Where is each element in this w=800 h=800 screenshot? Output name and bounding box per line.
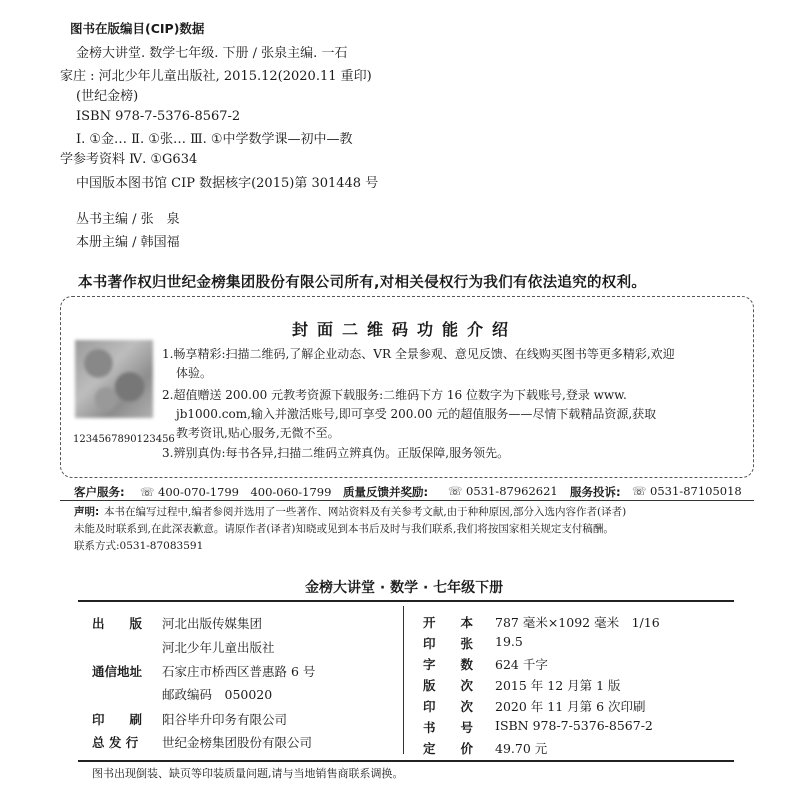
publisher-2: 河北少年儿童出版社 [162,640,275,655]
book-title: 金榜大讲堂 · 数学 · 七年级下册 [305,580,504,596]
distributor-label: 总 发 行 [92,735,139,750]
cip-isbn: ISBN 978-7-5376-8567-2 [76,109,241,124]
footer-note: 图书出现倒装、缺页等印装质量问题,请与当地销售商联系调换。 [92,767,404,780]
cip-line-6: 学参考资料 Ⅳ. ①G634 [60,152,198,167]
complaint-label: 服务投诉: [570,485,621,499]
table-center-rule [403,606,404,754]
quality-feedback-number: ☏ 0531-87962621 [448,484,558,498]
printing-label: 印 次 [423,699,474,714]
complaint-number: ☏ 0531-87105018 [632,484,742,498]
feature-2-line-3: 教考资讯,贴心服务,无微不至。 [176,426,340,440]
feature-3-line-1: 3.辨别真伪:每书各异,扫描二维码立辨真伪。正版保障,服务领先。 [162,446,510,460]
sheets-value: 19.5 [495,634,523,649]
printing-value: 2020 年 11 月第 6 次印刷 [495,699,646,714]
edition-value: 2015 年 12 月第 1 版 [495,678,621,693]
address-value: 石家庄市桥西区普惠路 6 号 [162,664,316,679]
distributor-value: 世纪金榜集团股份有限公司 [162,735,313,750]
isbn-label: 书 号 [423,720,474,735]
cip-line-3: (世纪金榜) [76,89,139,104]
notice-line-2: 未能及时联系到,在此深表歉意。请原作者(译者)知晓或见到本书后及时与我们联系,我们将按国家相关规定支付稿酬。 [74,523,614,535]
feature-1-line-2: 体验。 [176,366,213,380]
cip-line-2: 家庄 : 河北少年儿童出版社, 2015.12(2020.11 重印) [60,69,372,84]
price-label: 定 价 [423,741,474,756]
format-label: 开 本 [423,615,474,630]
feature-2-line-2: jb1000.com,输入并激活账号,即可享受 200.00 元的超值服务——尽情下载精品资源,获取 [176,407,657,421]
sheets-label: 印 张 [423,636,474,651]
cip-heading: 图书在版编目(CIP)数据 [70,21,205,36]
word-count-value: 624 千字 [495,657,548,672]
price-value: 49.70 元 [495,741,548,756]
address-label: 通信地址 [92,664,143,679]
table-bottom-rule [78,760,734,762]
customer-service-label: 客户服务: [74,485,125,499]
cip-line-1: 金榜大讲堂. 数学七年级. 下册 / 张泉主编. 一石 [76,46,348,61]
quality-feedback-label: 质量反馈并奖励: [343,485,429,499]
qr-code-number: 1234567890123456 [73,434,175,445]
notice-line-1: 本书在编写过程中,编者参阅并选用了一些著作、网站资料及有关参考文献,由于种种原因,部分入选内容作者(译者) [104,506,627,518]
notice-label: 声明: [74,506,100,518]
notice-contact: 联系方式:0531-87083591 [74,540,204,552]
cip-line-7: 中国版本图书馆 CIP 数据核字(2015)第 301448 号 [76,176,379,191]
publisher-label: 出 版 [92,616,143,631]
isbn-value: ISBN 978-7-5376-8567-2 [495,718,653,733]
feature-2-line-1: 2.超值赠送 200.00 元教考资源下载服务:二维码下方 16 位数字为下载账号,登录 www. [162,388,627,402]
cip-line-5: Ⅰ. ①金… Ⅱ. ①张… Ⅲ. ①中学数学课—初中—教 [76,132,353,147]
series-editor: 丛书主编 / 张 泉 [76,212,180,227]
publisher-1: 河北出版传媒集团 [162,616,263,631]
copyright-statement: 本书著作权归世纪金榜集团股份有限公司所有,对相关侵权行为我们有依法追究的权利。 [78,275,647,291]
printer-label: 印 刷 [92,712,143,727]
format-value: 787 毫米×1092 毫米 1/16 [495,615,660,630]
table-top-rule [78,600,734,602]
qr-code-image [75,340,153,418]
customer-service-numbers: ☏ 400-070-1799 400-060-1799 [140,485,332,499]
divider [60,500,754,501]
zip-code: 邮政编码 050020 [162,687,273,702]
feature-1-line-1: 1.畅享精彩:扫描二维码,了解企业动态、VR 全景参观、意见反馈、在线购买图书等更多精彩,欢迎 [162,347,675,361]
qr-box-title: 封面二维码功能介绍 [292,320,518,339]
printer-value: 阳谷毕升印务有限公司 [162,712,288,727]
volume-editor: 本册主编 / 韩国福 [76,235,180,250]
edition-label: 版 次 [423,678,474,693]
word-count-label: 字 数 [423,657,474,672]
